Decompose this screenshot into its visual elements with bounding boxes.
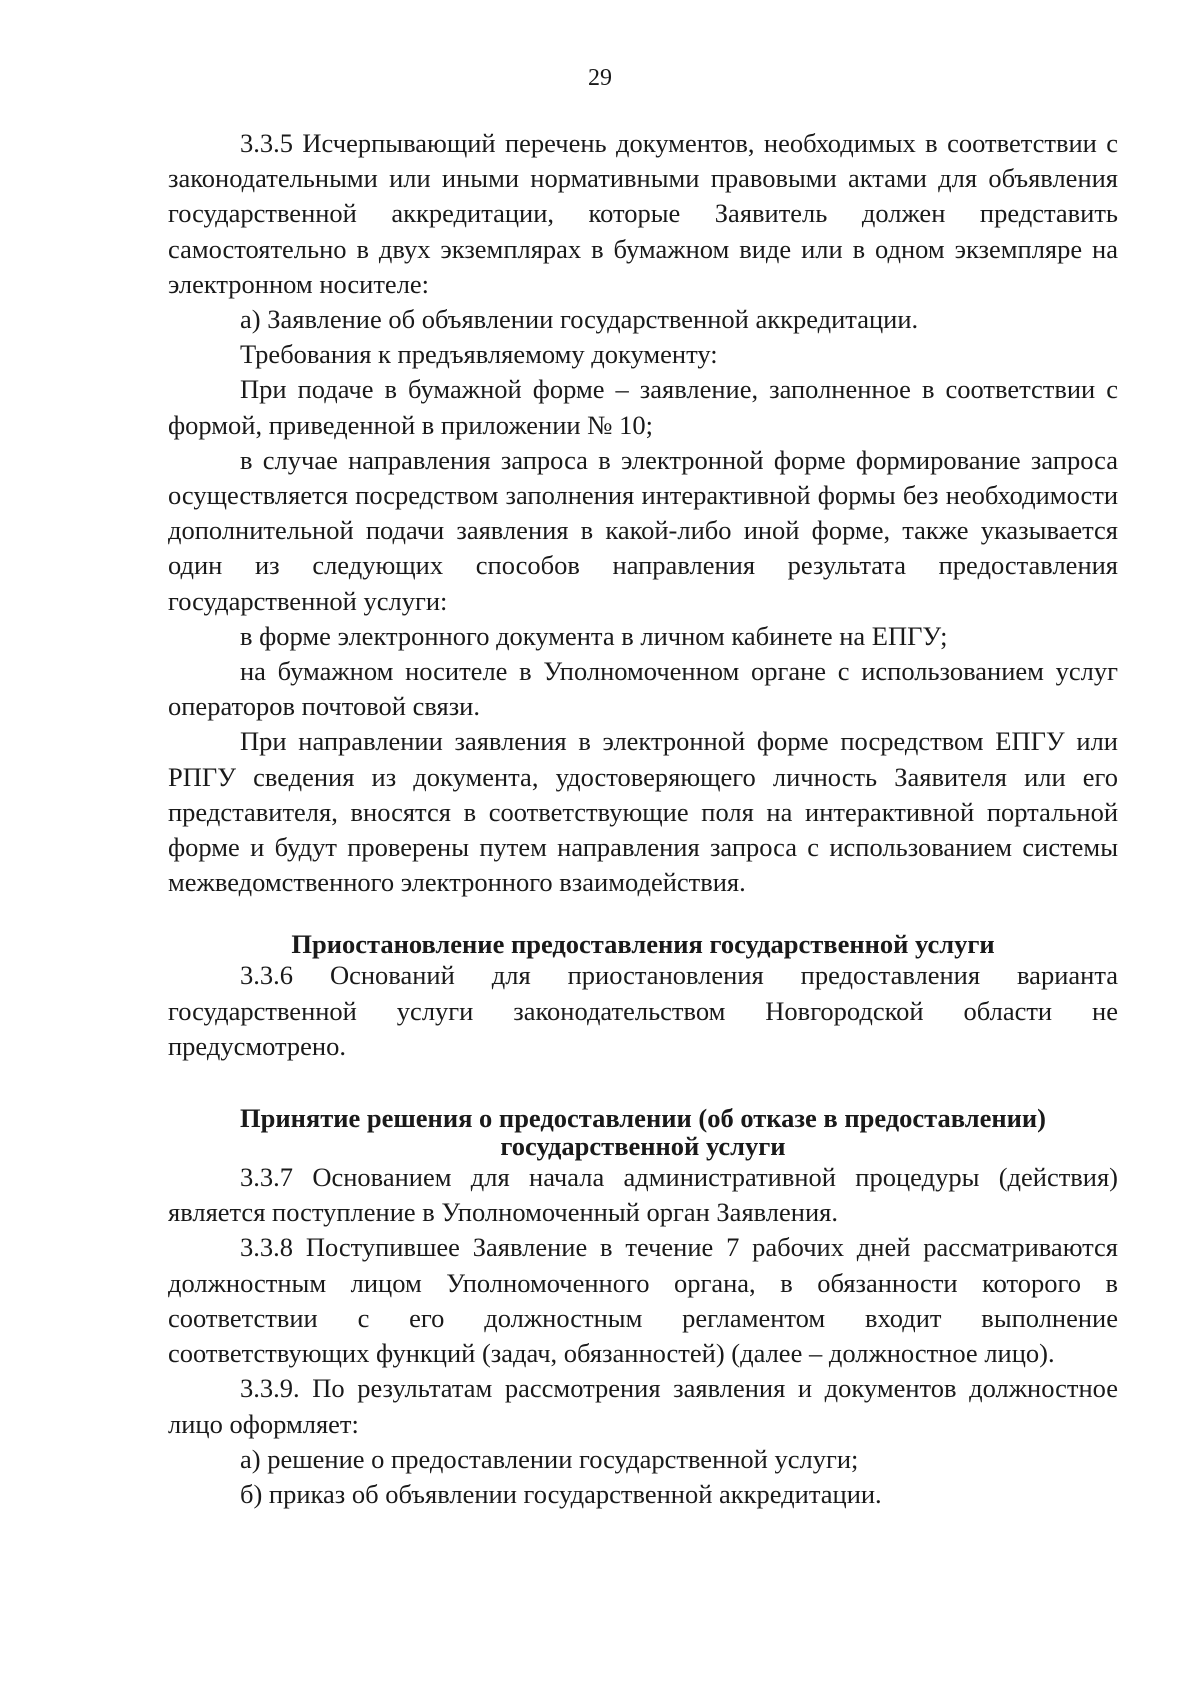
paragraph-paper-carrier: на бумажном носителе в Уполномоченном органе с использованием услуг операторов почтовой связи. xyxy=(168,656,1118,722)
paragraph-decision-item-b: б) приказ об объявлении государственной аккредитации. xyxy=(240,1478,882,1509)
heading-decision xyxy=(168,1104,1118,1160)
paragraph-requirements: Требования к предъявляемому документу: xyxy=(240,339,718,370)
paragraph-3-3-7: 3.3.7 Основанием для начала административной процедуры (действия) является поступление в Уполномоченный орган Заявления. xyxy=(168,1162,1118,1228)
heading-suspension: Приостановление предоставления государственной услуги xyxy=(291,929,995,960)
page-number: 29 xyxy=(588,65,612,91)
heading-decision-line1: Принятие решения о предоставлении (об отказе в предоставлении) xyxy=(240,1103,1046,1134)
paragraph-3-3-9: 3.3.9. По результатам рассмотрения заявления и документов должностное лицо оформляет: xyxy=(168,1373,1118,1439)
paragraph-3-3-8: 3.3.8 Поступившее Заявление в течение 7 рабочих дней рассматриваются должностным лицом Уполномоченного органа, в обязанности которого в соответствии с его должностным регламентом входит выполнение соответствующих функций (задач, обязанностей) (далее – должностное лицо). xyxy=(168,1232,1118,1369)
paragraph-application-item: а) Заявление об объявлении государственной аккредитации. xyxy=(240,304,919,335)
paragraph-epgu-cabinet: в форме электронного документа в личном кабинете на ЕПГУ; xyxy=(240,620,948,651)
paragraph-3-3-6: 3.3.6 Оснований для приостановления предоставления варианта государственной услуги законодательством Новгородской области не предусмотрено. xyxy=(168,960,1118,1061)
paragraph-identity-data: При направлении заявления в электронной форме посредством ЕПГУ или РПГУ сведения из документа, удостоверяющего личность Заявителя или его представителя, вносятся в соответствующие поля на интерактивной портальной форме и будут проверены путем направления запроса с использованием системы межведомственного электронного взаимодействия. xyxy=(168,726,1118,898)
heading-decision-line2: государственной услуги xyxy=(500,1131,786,1162)
paragraph-decision-item-a: а) решение о предоставлении государственной услуги; xyxy=(240,1443,859,1474)
paragraph-electronic-form: в случае направления запроса в электронной форме формирование запроса осуществляется посредством заполнения интерактивной формы без необходимости дополнительной подачи заявления в какой-либо иной форме, также указывается один из следующих способов направления результата предоставления государственной услуги: xyxy=(168,444,1118,616)
document-body xyxy=(168,126,1118,1512)
paragraph-3-3-5: 3.3.5 Исчерпывающий перечень документов, необходимых в соответствии с законодательными или иными нормативными правовыми актами для объявления государственной аккредитации, которые Заявитель должен представить самостоятельно в двух экземплярах в бумажном виде или в одном экземпляре на электронном носителе: xyxy=(168,128,1118,299)
paragraph-paper-form: При подаче в бумажной форме – заявление, заполненное в соответствии с формой, приведенной в приложении № 10; xyxy=(168,374,1118,440)
